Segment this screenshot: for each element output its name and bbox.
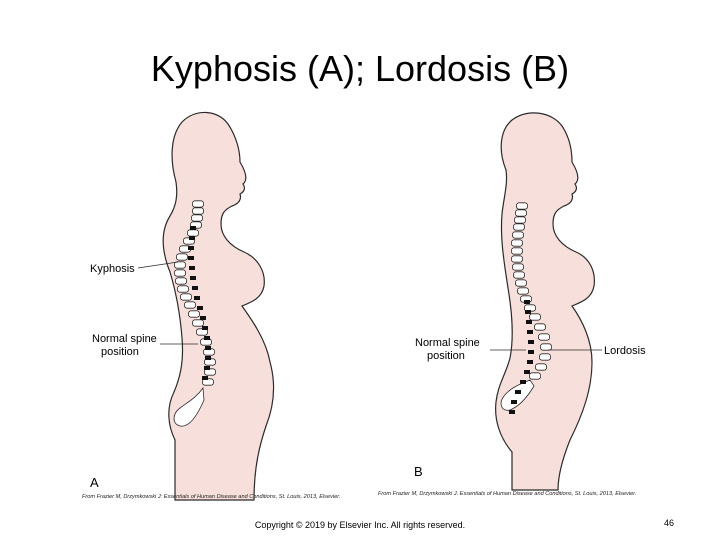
- copyright-notice: Copyright © 2019 by Elsevier Inc. All rights reserved.: [254, 520, 466, 530]
- panel-a-letter: A: [90, 475, 99, 490]
- panel-b-credit: From Frazier M, Drzymkowski J. Essentials of Human Disease and Conditions, St. Louis, 2013, Elsevier.: [378, 491, 637, 497]
- panel-a-figure: [82, 112, 340, 500]
- body-silhouette-a: [163, 112, 273, 500]
- panel-b-letter: B: [414, 464, 423, 479]
- normal-spine-label-b-line1: Normal spine: [415, 337, 480, 349]
- lordosis-label: Lordosis: [604, 345, 646, 357]
- panel-a-credit: From Frazier M, Drzymkowski J: Essentials of Human Disease and Conditions, St. Louis, 2013, Elsevier.: [82, 494, 341, 500]
- normal-spine-label-b-line2: position: [427, 350, 465, 362]
- slide-title: Kyphosis (A); Lordosis (B): [150, 48, 570, 89]
- page-number: 46: [664, 518, 675, 528]
- normal-spine-label-a-line1: Normal spine: [92, 333, 157, 345]
- kyphosis-label: Kyphosis: [90, 263, 135, 275]
- panel-b-figure: [378, 113, 646, 497]
- normal-spine-label-a-line2: position: [101, 346, 139, 358]
- body-silhouette-b: [496, 113, 595, 490]
